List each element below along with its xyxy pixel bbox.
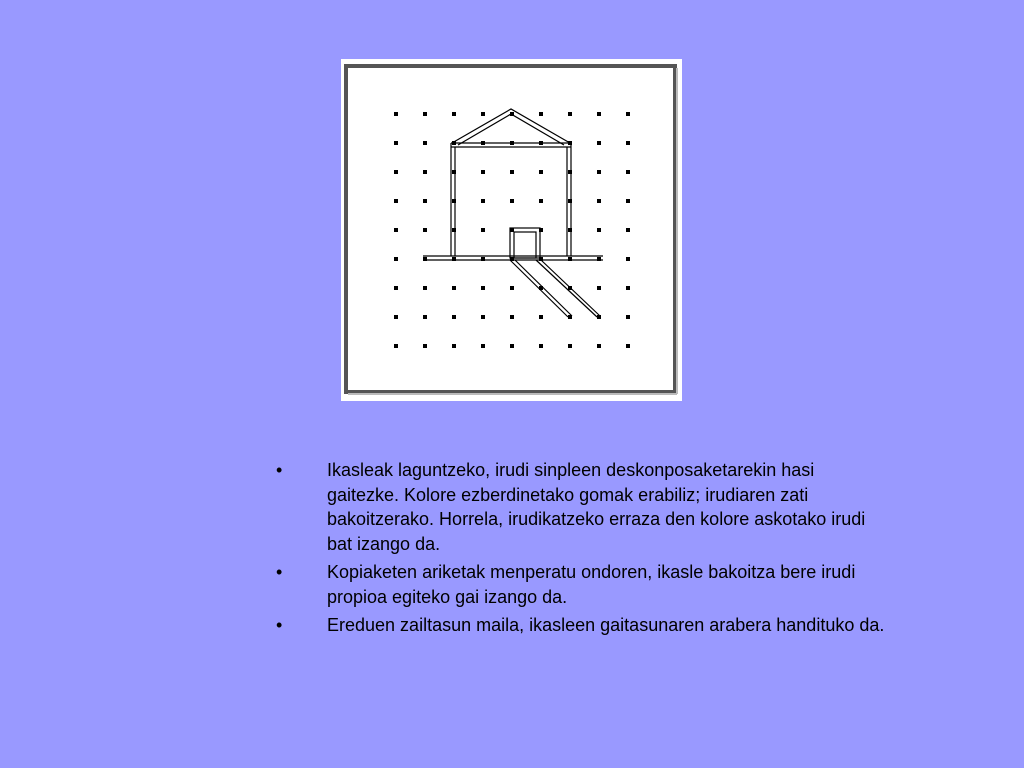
geoboard-peg: [510, 315, 514, 319]
bullet-item: [270, 458, 890, 556]
geoboard-peg: [423, 228, 427, 232]
geoboard-peg: [539, 170, 543, 174]
geoboard-peg: [423, 286, 427, 290]
bullet-mark: •: [276, 615, 283, 635]
geoboard-peg: [597, 344, 601, 348]
geoboard-house-icon: [341, 59, 682, 401]
geoboard-peg: [481, 170, 485, 174]
geoboard-peg: [510, 228, 514, 232]
geoboard-peg: [510, 199, 514, 203]
geoboard-peg: [394, 112, 398, 116]
geoboard-peg: [394, 286, 398, 290]
geoboard-peg: [510, 170, 514, 174]
geoboard-peg: [626, 228, 630, 232]
geoboard-peg: [394, 170, 398, 174]
geoboard-peg: [394, 344, 398, 348]
geoboard-peg: [481, 112, 485, 116]
geoboard-peg: [626, 286, 630, 290]
bullet-list: [270, 458, 890, 642]
geoboard-peg: [568, 112, 572, 116]
geoboard-peg: [394, 257, 398, 261]
geoboard-peg: [597, 112, 601, 116]
bullet-text: Kopiaketen ariketak menperatu ondoren, ikasle bakoitza bere irudi propioa egiteko gai izango da.: [327, 562, 856, 607]
geoboard-peg: [626, 141, 630, 145]
bullet-item: [270, 560, 890, 609]
bullet-text: Ereduen zailtasun maila, ikasleen gaitasunaren arabera handituko da.: [327, 615, 885, 635]
geoboard-peg: [626, 112, 630, 116]
geoboard-peg: [568, 344, 572, 348]
bullet-text: Ikasleak laguntzeko, irudi sinpleen deskonposaketarekin hasi gaitezke. Kolore ezberdinetako gomak erabiliz; irudiaren zati bakoitzerako. Horrela, irudikatzeko erraza den kolore askotako irudi bat izango da.: [327, 460, 866, 554]
geoboard-peg: [394, 228, 398, 232]
geoboard-peg: [539, 199, 543, 203]
bullet-mark: •: [276, 460, 283, 480]
geoboard-peg: [510, 286, 514, 290]
geoboard-peg: [423, 112, 427, 116]
geoboard-peg: [452, 112, 456, 116]
geoboard-peg: [510, 344, 514, 348]
geoboard-peg: [452, 286, 456, 290]
bullet-item: [270, 613, 890, 638]
geoboard-peg: [394, 315, 398, 319]
geoboard-peg: [423, 315, 427, 319]
geoboard-peg: [423, 170, 427, 174]
geoboard-peg: [597, 170, 601, 174]
geoboard-peg: [597, 141, 601, 145]
geoboard-peg: [452, 315, 456, 319]
geoboard-peg: [597, 199, 601, 203]
geoboard-peg: [626, 199, 630, 203]
geoboard-peg: [481, 286, 485, 290]
geoboard-peg: [452, 344, 456, 348]
geoboard-peg: [597, 228, 601, 232]
geoboard-peg: [597, 286, 601, 290]
geoboard-peg: [539, 112, 543, 116]
geoboard-peg: [626, 170, 630, 174]
geoboard-peg: [481, 344, 485, 348]
geoboard-figure: [341, 59, 682, 401]
geoboard-peg: [423, 344, 427, 348]
geoboard-peg: [626, 257, 630, 261]
geoboard-peg: [423, 141, 427, 145]
geoboard-peg: [423, 199, 427, 203]
geoboard-peg: [626, 344, 630, 348]
geoboard-peg: [394, 141, 398, 145]
geoboard-peg: [481, 199, 485, 203]
geoboard-peg: [481, 228, 485, 232]
bullet-mark: •: [276, 562, 283, 582]
geoboard-peg: [539, 344, 543, 348]
geoboard-peg: [626, 315, 630, 319]
geoboard-peg: [539, 315, 543, 319]
geoboard-peg: [394, 199, 398, 203]
geoboard-peg: [481, 315, 485, 319]
